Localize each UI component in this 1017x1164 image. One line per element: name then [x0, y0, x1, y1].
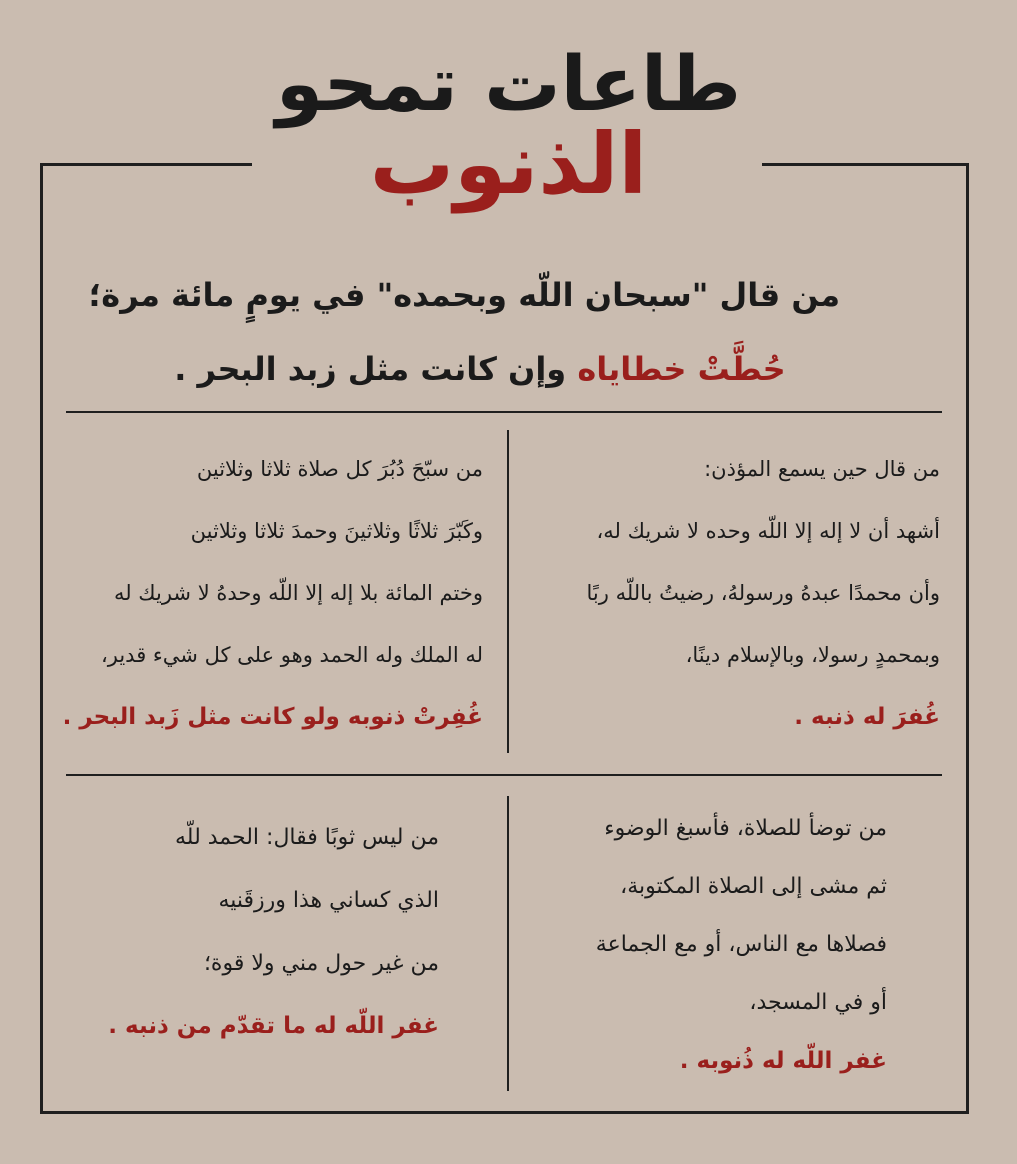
cell-line: من غير حول مني ولا قوة؛ — [203, 951, 439, 976]
intro-line-1: من قال "سبحان اللّه وبحمده" في يومٍ مائة مرة؛ — [88, 276, 840, 314]
frame-bottom-border — [40, 1111, 969, 1114]
cell-tasbih — [62, 438, 483, 748]
divider-horizontal-1 — [66, 411, 942, 413]
cell-line: وأن محمدًا عبدهُ ورسولهُ، رضيتُ باللّه ربًا — [586, 581, 940, 605]
frame-top-right-border — [762, 163, 968, 166]
cell-line: وكَبّرَ ثلاثًا وثلاثينَ وحمدَ ثلاثا وثلاثين — [190, 519, 483, 543]
frame-top-left-border — [40, 163, 252, 166]
cell-result: غُفِرتْ ذنوبه ولو كانت مثل زَبد البحر . — [62, 704, 483, 730]
intro-line-2 — [120, 332, 840, 406]
cell-wudu — [515, 800, 887, 1090]
intro-line-2-highlight: حُطَّتْ خطاياه — [577, 350, 786, 388]
cell-result: غفر اللّه له ما تقدّم من ذنبه . — [108, 1013, 439, 1039]
cell-line: الذي كساني هذا ورزقَنيه — [218, 888, 439, 913]
cell-line: أو في المسجد، — [749, 990, 887, 1015]
cell-clothing — [70, 806, 439, 1058]
cell-line: من سبّحَ دُبُرَ كل صلاة ثلاثا وثلاثين — [196, 457, 483, 481]
frame-right-border — [966, 163, 969, 1113]
cell-result: غُفرَ له ذنبه . — [794, 704, 940, 730]
cell-line: أشهد أن لا إله إلا اللّه وحده لا شريك له، — [596, 519, 940, 543]
cell-line: من ليس ثوبًا فقال: الحمد للّه — [174, 825, 439, 850]
divider-horizontal-2 — [66, 774, 942, 776]
frame-left-border — [40, 163, 43, 1113]
cell-line: من توضأ للصلاة، فأسبغ الوضوء — [604, 816, 887, 841]
cell-line: وختم المائة بلا إله إلا اللّه وحدهُ لا شريك له — [113, 581, 483, 605]
cell-line: من قال حين يسمع المؤذن: — [704, 457, 940, 481]
title-line-2: الذنوب — [369, 115, 648, 213]
cell-line: وبمحمدٍ رسولا، وبالإسلام دينًا، — [685, 643, 940, 667]
title-line-1: طاعات تمحو — [275, 39, 742, 128]
divider-vertical-2 — [507, 796, 509, 1091]
divider-vertical-1 — [507, 430, 509, 753]
cell-line: ثم مشى إلى الصلاة المكتوبة، — [620, 874, 887, 899]
cell-result: غفر اللّه له ذُنوبه . — [679, 1048, 887, 1074]
cell-line: له الملك وله الحمد وهو على كل شيء قدير، — [100, 643, 483, 667]
cell-adhan — [515, 438, 940, 748]
intro-line-2-rest: وإن كانت مثل زبد البحر . — [174, 350, 578, 388]
intro-text — [88, 258, 840, 406]
cell-line: فصلاها مع الناس، أو مع الجماعة — [595, 932, 887, 957]
